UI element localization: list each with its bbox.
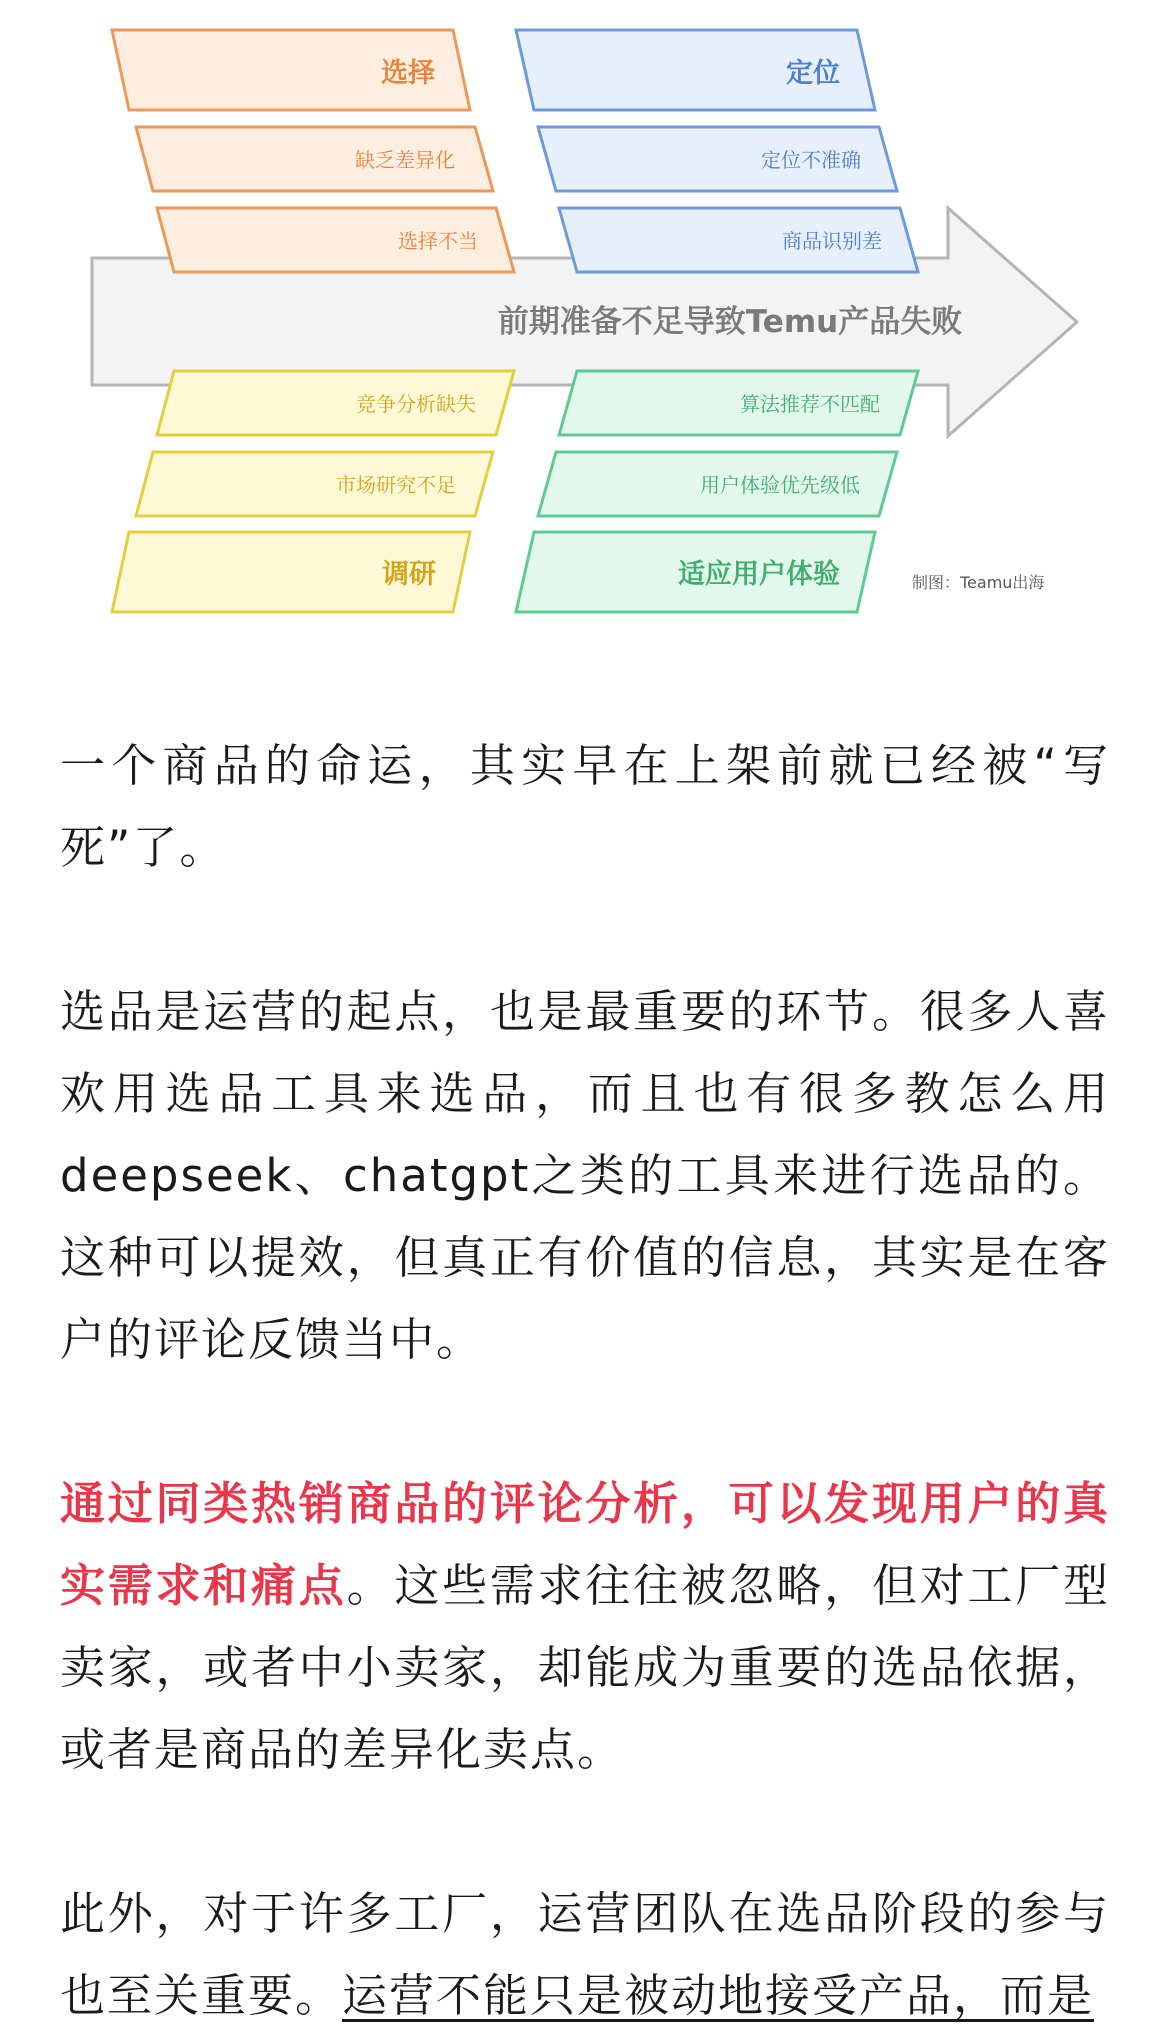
group-research-title: 调研 [382, 559, 436, 590]
group-positioning [516, 30, 918, 272]
center-label: 前期准备不足导致Temu产品失败 [497, 304, 963, 340]
paragraph-4 [60, 1873, 1110, 2037]
group-research [112, 371, 514, 612]
group-positioning-item-2: 商品识别差 [782, 229, 882, 253]
group-user-experience-title: 适应用户体验 [678, 559, 840, 590]
group-selection [112, 30, 514, 272]
paragraph-2: 选品是运营的起点，也是最重要的环节。很多人喜欢用选品工具来选品，而且也有很多教怎么用deepseek、chatgpt之类的工具来进行选品的。这种可以提效，但真正有价值的信息，其实是在客户的评论反馈当中。 [60, 985, 1110, 1366]
group-user-experience-item-1: 算法推荐不匹配 [740, 392, 880, 416]
paragraph-4-start: 此外，对于许多工厂，运营团队在选品阶段的参与也至关重要。 [60, 1887, 1110, 2022]
group-positioning-title: 定位 [786, 58, 840, 89]
group-user-experience-item-2: 用户体验优先级低 [700, 473, 860, 497]
paragraph-3 [60, 1463, 1110, 1791]
paragraph-3-rest: 。这些需求往往被忽略，但对工厂型卖家，或者中小卖家，却能成为重要的选品依据，或者是商品的差异化卖点。 [60, 1559, 1110, 1776]
group-research-item-1: 竞争分析缺失 [356, 392, 476, 416]
fishbone-diagram [0, 0, 1170, 640]
group-research-item-2: 市场研究不足 [336, 473, 456, 497]
diagram-credit: 制图：Teamu出海 [912, 573, 1045, 592]
group-selection-title: 选择 [381, 58, 435, 89]
paragraph-1: 一个商品的命运，其实早在上架前就已经被“写死”了。 [60, 739, 1110, 874]
group-selection-item-1: 缺乏差异化 [355, 148, 455, 172]
article-body [60, 725, 1110, 2037]
underlined-text: 运营不能只是被动地接受产品，而是 [342, 1969, 1095, 2022]
highlight-text: 通过同类热销商品的评论分析，可以发现用户的真实需求和痛点 [60, 1477, 1110, 1612]
group-selection-item-2: 选择不当 [398, 229, 478, 253]
group-user-experience [516, 371, 918, 612]
group-positioning-item-1: 定位不准确 [761, 148, 861, 172]
